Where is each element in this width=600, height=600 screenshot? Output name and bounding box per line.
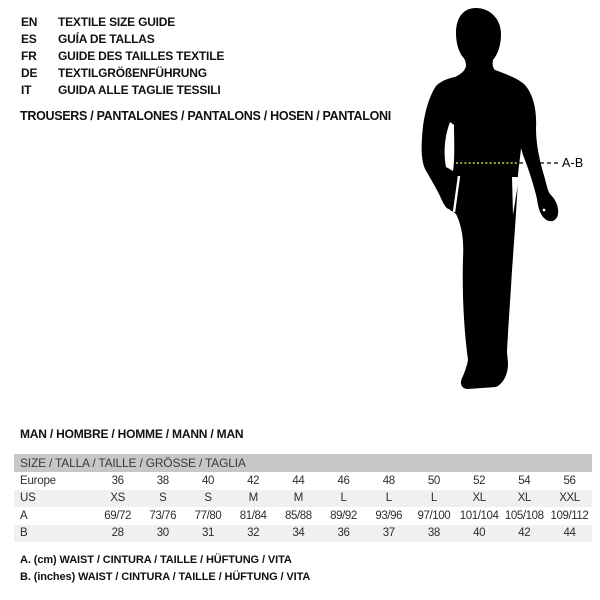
table-cell: 38 <box>427 527 440 540</box>
table-row-us <box>14 490 592 508</box>
footnotes <box>20 552 310 585</box>
table-cell: 109/112 <box>550 509 589 522</box>
lang-row-de <box>21 64 224 81</box>
table-cell: L <box>430 492 437 505</box>
table-cell: 32 <box>247 527 260 540</box>
gender-title: MAN / HOMBRE / HOMME / MANN / MAN <box>20 427 244 441</box>
table-cell: 93/96 <box>375 509 403 522</box>
table-cell: 28 <box>111 527 124 540</box>
table-cell: 30 <box>156 527 169 540</box>
table-cell: 44 <box>292 474 305 487</box>
lang-row-it <box>21 81 224 98</box>
man-silhouette-svg <box>410 0 600 410</box>
lang-code: FR <box>21 48 37 63</box>
lang-row-es <box>21 30 224 47</box>
table-cell: XL <box>472 492 486 505</box>
table-cell: 44 <box>563 527 576 540</box>
table-cell: L <box>340 492 347 505</box>
lang-label: GUIDE DES TAILLES TEXTILE <box>58 48 225 63</box>
table-cell: 101/104 <box>459 509 499 522</box>
table-cell: XXL <box>559 492 580 505</box>
table-cell: 42 <box>247 474 260 487</box>
table-cell: 36 <box>111 474 124 487</box>
table-cell: 31 <box>201 527 214 540</box>
table-cell: 89/92 <box>330 509 357 522</box>
row-label: A <box>20 509 28 522</box>
lang-label: GUÍA DE TALLAS <box>58 31 155 46</box>
table-cell: 36 <box>337 527 350 540</box>
lang-row-en <box>21 13 224 30</box>
table-cell: 42 <box>518 527 531 540</box>
table-cell: XL <box>517 492 531 505</box>
table-cell: 40 <box>473 527 486 540</box>
hand-highlight <box>543 209 546 212</box>
table-row-b-inches <box>14 525 592 543</box>
lang-label: GUIDA ALLE TAGLIE TESSILI <box>58 82 221 97</box>
lang-code: DE <box>21 65 38 80</box>
table-cell: XS <box>110 492 125 505</box>
language-title-block <box>21 13 224 98</box>
table-cell: 69/72 <box>104 509 131 522</box>
table-cell: 105/108 <box>504 509 544 522</box>
table-cell: 34 <box>292 527 305 540</box>
row-label: B <box>20 527 28 540</box>
category-title: TROUSERS / PANTALONES / PANTALONS / HOSEN / PANTALONI <box>20 109 391 123</box>
lang-label: TEXTILGRÖßENFÜHRUNG <box>58 65 207 80</box>
table-cell: M <box>293 492 303 505</box>
table-cell: 77/80 <box>194 509 222 522</box>
table-cell: 38 <box>156 474 169 487</box>
table-cell: 46 <box>337 474 350 487</box>
footnote-a: A. (cm) WAIST / CINTURA / TAILLE / HÜFTUNG / VITA <box>20 554 292 566</box>
table-cell: 85/88 <box>284 509 312 522</box>
row-label: US <box>20 492 36 505</box>
size-table-header: SIZE / TALLA / TAILLE / GRÖSSE / TAGLIA <box>14 454 592 472</box>
table-cell: S <box>204 492 212 505</box>
table-cell: L <box>385 492 392 505</box>
lang-code: EN <box>21 14 38 29</box>
table-cell: 81/84 <box>239 509 267 522</box>
lang-row-fr <box>21 47 224 64</box>
table-cell: 40 <box>201 474 214 487</box>
man-silhouette-figure <box>410 0 600 410</box>
row-label: Europe <box>20 474 56 487</box>
lang-label: TEXTILE SIZE GUIDE <box>58 14 176 29</box>
table-cell: 50 <box>427 474 440 487</box>
table-cell: 73/76 <box>149 509 177 522</box>
size-table <box>14 454 592 542</box>
table-cell: 48 <box>382 474 395 487</box>
table-cell: M <box>248 492 258 505</box>
lang-code: IT <box>21 82 32 97</box>
table-cell: 54 <box>518 474 531 487</box>
footnote-b: B. (inches) WAIST / CINTURA / TAILLE / HÜFTUNG / VITA <box>20 570 311 583</box>
table-cell: 97/100 <box>417 509 451 522</box>
lang-code: ES <box>21 31 37 46</box>
table-row-europe <box>14 472 592 490</box>
table-cell: 37 <box>382 527 395 540</box>
man-silhouette-path <box>422 8 559 389</box>
table-cell: 56 <box>563 474 576 487</box>
table-cell: S <box>159 492 167 505</box>
table-cell: 52 <box>473 474 486 487</box>
table-row-a-cm <box>14 507 592 525</box>
measurement-label: A-B <box>562 156 584 170</box>
